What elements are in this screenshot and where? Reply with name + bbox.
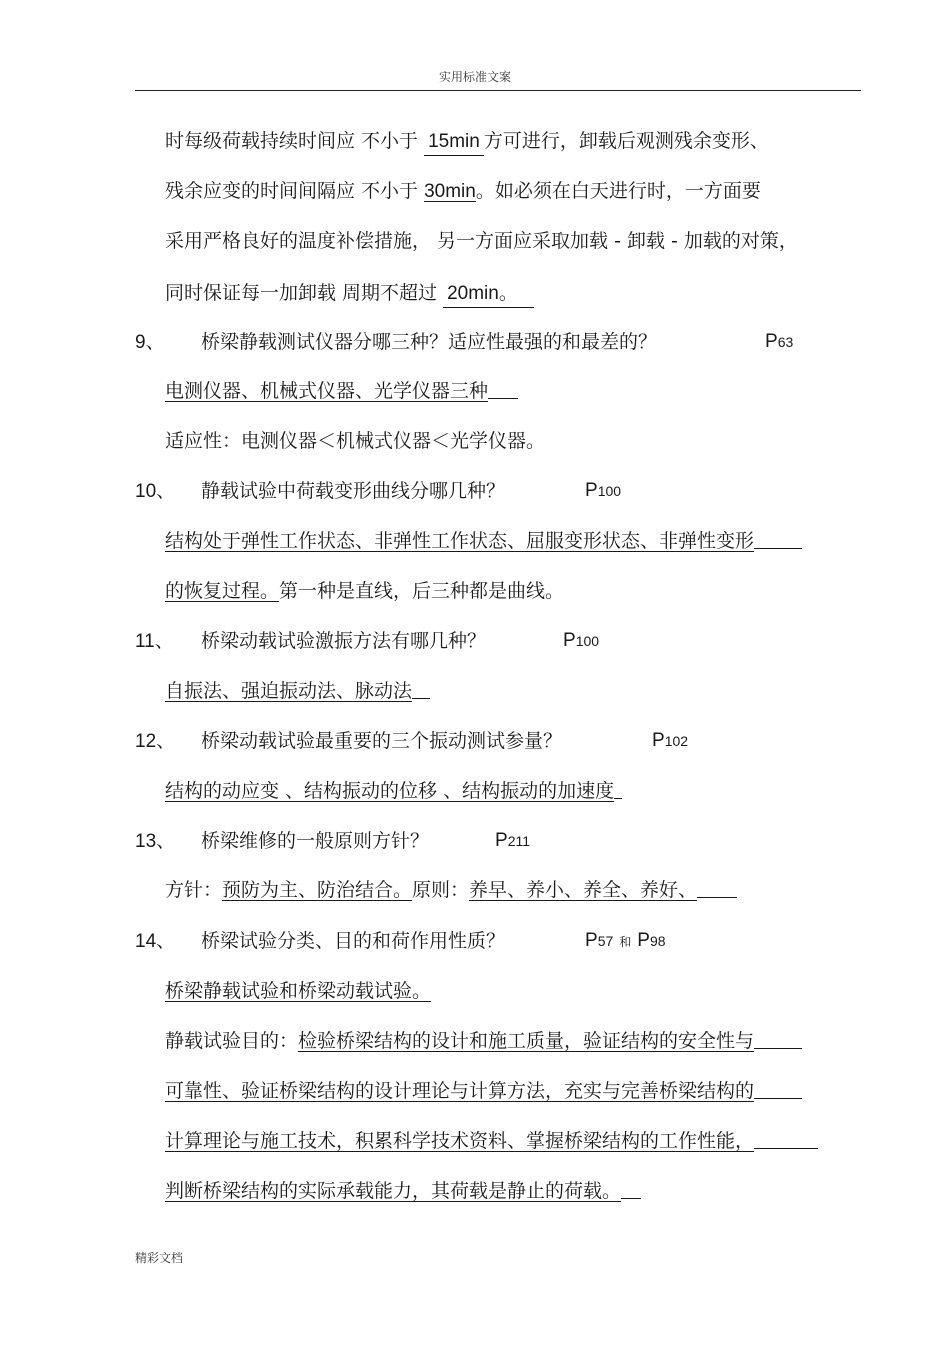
question-text: 桥梁维修的一般原则方针？ (201, 830, 430, 852)
label-text: 静载试验目的： (165, 1030, 299, 1052)
answer-text: 自振法、强迫振动法、脉动法 (165, 680, 413, 702)
page-footer: 精彩文档 (135, 1251, 184, 1265)
answer-text: 结构的动应变 、结构振动的位移 、结构振动的加速度 (165, 780, 615, 802)
ref-letter: P (637, 930, 650, 951)
question-number: 10、 (135, 481, 176, 502)
answer-10-line-1 (165, 528, 802, 554)
answer-9-line-1 (165, 378, 518, 404)
underline-tail (754, 1028, 802, 1049)
question-number: 13、 (135, 831, 176, 852)
answer-text: 其荷载是静止的荷载。 (431, 1180, 622, 1202)
question-text: 桥梁试验分类、目的和荷作用性质？ (201, 930, 506, 952)
ref-number: 63 (777, 334, 794, 350)
question-text: 静载试验中荷载变形曲线分哪几种？ (201, 480, 506, 502)
ref-conjunction: 和 (619, 935, 632, 949)
page-reference (765, 329, 793, 355)
intro-text: 方可进行，卸载后观测残余变形、 (483, 130, 769, 152)
answer-text: 检验桥梁结构的设计和施工质量，验证结构的安全性与 (298, 1030, 755, 1052)
underline-tail (754, 1078, 802, 1099)
answer-9-line-2: 适应性：电测仪器＜机械式仪器＜光学仪器。 (165, 430, 546, 452)
ref-number: 98 (649, 933, 666, 949)
page-reference (585, 928, 666, 955)
question-10 (135, 478, 622, 505)
intro-text: 。如必须在白天进行时，一方面要 (475, 180, 761, 202)
intro-line-1 (165, 128, 769, 156)
ref-letter: P (585, 930, 598, 951)
page-header: 实用标准文案 (438, 70, 511, 84)
answer-blank: 15min (424, 129, 484, 156)
underline-tail (614, 778, 622, 799)
question-number: 9、 (135, 332, 165, 353)
question-text: 桥梁静载测试仪器分哪三种？适应性最强的和最差的？ (201, 331, 658, 353)
underline-tail (697, 877, 737, 898)
question-11 (135, 628, 600, 655)
answer-value: 20min (447, 283, 499, 304)
ref-letter: P (563, 630, 576, 651)
page-reference (585, 478, 621, 504)
answer-blank (443, 280, 534, 308)
question-14 (135, 928, 666, 955)
answer-10-line-2 (165, 578, 564, 604)
label-text: 方针： (165, 879, 223, 901)
answer-text: 的恢复过程。 (165, 580, 280, 602)
label-text: 原则： (412, 879, 470, 901)
ref-letter: P (765, 331, 778, 352)
ref-letter: P (652, 730, 665, 751)
underline-tail (621, 1178, 641, 1199)
underline-tail (754, 528, 802, 549)
answer-14-line-2 (165, 1028, 802, 1054)
question-number: 12、 (135, 731, 176, 752)
ref-number: 100 (597, 483, 622, 499)
underline-tail (754, 1128, 818, 1149)
intro-text: 同时保证每一加卸载 周期不超过 (165, 282, 444, 304)
ref-number: 57 (597, 933, 614, 949)
answer-13-line-1 (165, 877, 737, 903)
ref-letter: P (585, 480, 598, 501)
question-9 (135, 329, 794, 356)
answer-11-line-1 (165, 678, 430, 704)
intro-text: 残余应变的时间间隔应 不小于 (165, 180, 425, 202)
intro-line-2 (165, 178, 761, 205)
answer-text: 桥梁静载试验和桥梁动载试验。 (165, 980, 432, 1002)
question-12 (135, 728, 689, 755)
answer-12-line-1 (165, 778, 622, 804)
question-text: 桥梁动载试验激振方法有哪几种？ (201, 630, 487, 652)
underline-tail (412, 678, 430, 699)
question-13 (135, 828, 531, 855)
page-reference (563, 628, 599, 654)
answer-blank: 30min (424, 181, 476, 202)
question-text: 桥梁动载试验最重要的三个振动测试参量？ (201, 730, 563, 752)
answer-14-line-1 (165, 978, 431, 1004)
answer-text: 电测仪器、机械式仪器、光学仪器三种 (165, 380, 489, 402)
answer-text: 养早、养小、养全、养好、 (469, 879, 698, 901)
intro-line-3: 采用严格良好的温度补偿措施， 另一方面应采取加载 - 卸载 - 加载的对策， (165, 230, 798, 252)
question-number: 14、 (135, 931, 176, 952)
intro-line-4 (165, 280, 534, 308)
question-number: 11、 (135, 631, 174, 652)
intro-text: 时每级荷载持续时间应 不小于 (165, 130, 425, 152)
answer-text: 计算理论与施工技术，积累科学技术资料、掌握桥梁结构的工作性能， (165, 1130, 755, 1152)
ref-number: 102 (664, 733, 689, 749)
answer-text: 判断桥梁结构的实际承载能力， (165, 1180, 432, 1202)
page-reference (652, 728, 688, 754)
answer-14-line-5 (165, 1178, 641, 1204)
ref-letter: P (495, 830, 508, 851)
answer-14-line-3 (165, 1078, 802, 1104)
answer-punct: 。 (498, 282, 518, 304)
header-rule (135, 90, 861, 91)
answer-text: 第一种是直线，后三种都是曲线。 (279, 580, 565, 602)
ref-number: 100 (575, 633, 600, 649)
answer-14-line-4 (165, 1128, 818, 1154)
page-reference (495, 828, 530, 854)
ref-number: 211 (507, 833, 531, 849)
answer-text: 可靠性、验证桥梁结构的设计理论与计算方法，充实与完善桥梁结构的 (165, 1080, 755, 1102)
underline-tail (488, 378, 518, 399)
answer-text: 预防为主、防治结合。 (222, 879, 413, 901)
answer-text: 结构处于弹性工作状态、非弹性工作状态、屈服变形状态、非弹性变形 (165, 530, 755, 552)
